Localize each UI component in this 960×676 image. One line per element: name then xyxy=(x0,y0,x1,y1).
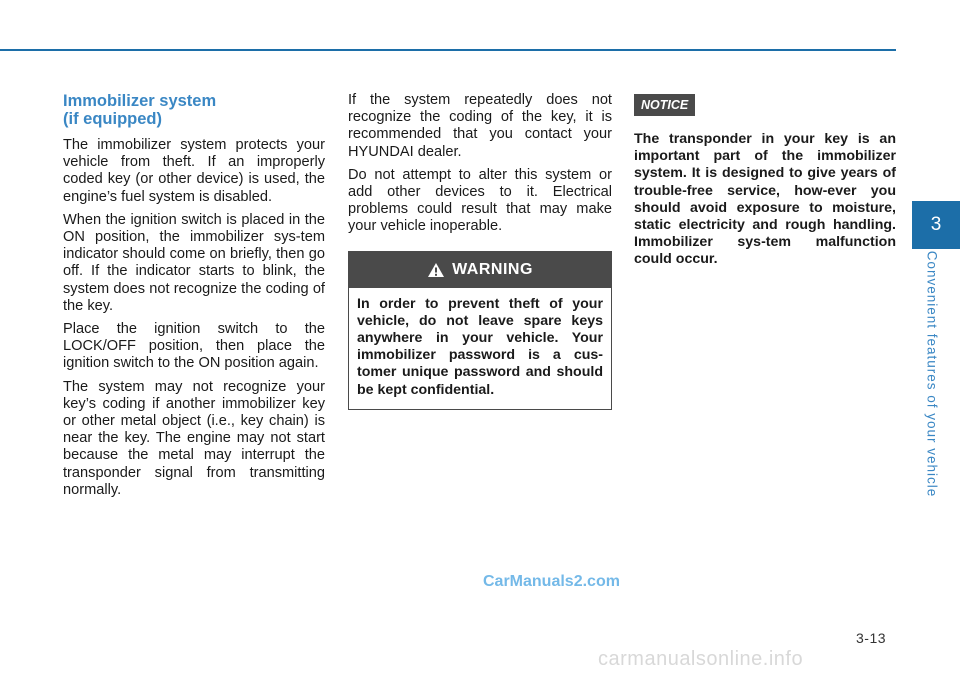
warning-text: In order to prevent theft of your vehicle, do not leave spare keys anywhere in your vehicle. Your immobilizer password is a cus-tomer unique password and should be kept confidential. xyxy=(357,295,603,398)
page-number: 3-13 xyxy=(856,630,887,646)
notice-text: The transponder in your key is an important part of the immobilizer system. It is designed to give years of trouble-free service, how-ever you should avoid exposure to moisture, static electricity and rough handling. Immobilizer sys-tem malfunction could occur. xyxy=(634,131,896,268)
paragraph: If the system repeatedly does not recognize the coding of the key, it is recommended that you contact your HYUNDAI dealer. xyxy=(348,92,612,160)
warning-header xyxy=(349,252,611,288)
paragraph: The system may not recognize your key’s coding if another immobilizer key or other metal object (i.e., key chain) is near the key. The engine may not start because the metal may interrupt the transponder signal from transmitting normally. xyxy=(63,378,325,498)
section-title xyxy=(63,92,325,128)
paragraph: The immobilizer system protects your vehicle from theft. If an improperly coded key (or other device) is used, the engine’s fuel system is disabled. xyxy=(63,137,325,205)
watermark[interactable]: CarManuals2.com xyxy=(483,573,620,590)
notice-badge: NOTICE xyxy=(634,94,695,116)
site-watermark: carmanualsonline.info xyxy=(598,648,804,670)
header-rule xyxy=(0,49,896,51)
chapter-tab: 3 xyxy=(912,201,960,249)
section-title-line2: (if equipped) xyxy=(63,110,162,128)
chapter-title: Convenient features of your vehicle xyxy=(924,250,940,498)
column-3 xyxy=(634,92,896,275)
paragraph: When the ignition switch is placed in the ON position, the immobilizer sys-tem indicator should come on briefly, then go off. If the indicator starts to blink, the system does not recognize the coding of the key. xyxy=(63,211,325,314)
paragraph: Place the ignition switch to the LOCK/OFF position, then place the ignition switch to the ON position again. xyxy=(63,321,325,372)
warning-label: WARNING xyxy=(452,261,533,279)
warning-box xyxy=(348,251,612,410)
column-2 xyxy=(348,92,612,410)
column-1 xyxy=(63,92,325,505)
section-title-line1: Immobilizer system xyxy=(63,92,217,110)
warning-triangle-icon xyxy=(427,262,445,278)
paragraph: Do not attempt to alter this system or add other devices to it. Electrical problems could result that may make your vehicle inoperable. xyxy=(348,166,612,235)
